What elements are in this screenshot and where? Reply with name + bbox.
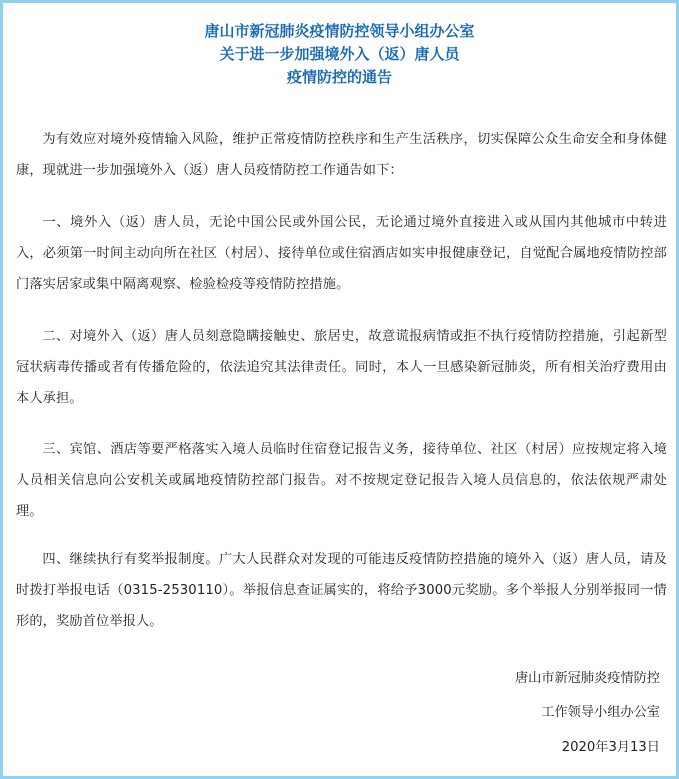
clause-four-paragraph: 四、继续执行有奖举报制度。广大人民群众对发现的可能违反疫情防控措施的境外入（返）唐人员，请及时拨打举报电话（0315-2530110）。举报信息查证属实的，将给予3000元奖励。多个举报人分别举报同一情形的，奖励首位举报人。 [16,552,667,629]
intro-paragraph: 为有效应对境外疫情输入风险，维护正常疫情防控秩序和生产生活秩序，切实保障公众生命安全和身体健康，现就进一步加强境外入（返）唐人员疫情防控工作通告如下： [16,132,667,178]
notice-title-line-3: 疫情防控的通告 [286,68,392,86]
signature-organization-line-1: 唐山市新冠肺炎疫情防控 [514,671,660,686]
clause-two-block [16,321,667,414]
notice-header [3,20,676,89]
signature-date: 2020年3月13日 [561,740,660,755]
clause-four-block [16,544,667,637]
clause-two-paragraph: 二、对境外入（返）唐人员刻意隐瞒接触史、旅居史，故意谎报病情或拒不执行疫情防控措施，引起新型冠状病毒传播或者有传播危险的，依法追究其法律责任。同时，本人一旦感染新冠肺炎，所有相关治疗费用由本人承担。 [16,329,667,406]
clause-one-block [16,207,667,300]
clause-one-paragraph: 一、境外入（返）唐人员，无论中国公民或外国公民，无论通过境外直接进入或从国内其他城市中转进入，必须第一时间主动向所在社区（村居）、接待单位或住宿酒店如实申报健康登记，自觉配合属地疫情防控部门落实居家或集中隔离观察、检验检疫等疫情防控措施。 [16,215,667,292]
notice-title-line-2: 关于进一步加强境外入（返）唐人员 [219,45,460,63]
intro-paragraph-block [16,124,667,186]
signature-organization-line-2: 工作领导小组办公室 [541,705,660,720]
clause-three-paragraph: 三、宾馆、酒店等要严格落实入境人员临时住宿登记报告义务，接待单位、社区（村居）应按规定将入境人员相关信息向公安机关或属地疫情防控部门报告。对不按规定登记报告入境人员信息的，依法依规严肃处理。 [16,442,667,519]
notice-title-line-1: 唐山市新冠肺炎疫情防控领导小组办公室 [204,22,475,40]
clause-three-block [16,434,667,527]
